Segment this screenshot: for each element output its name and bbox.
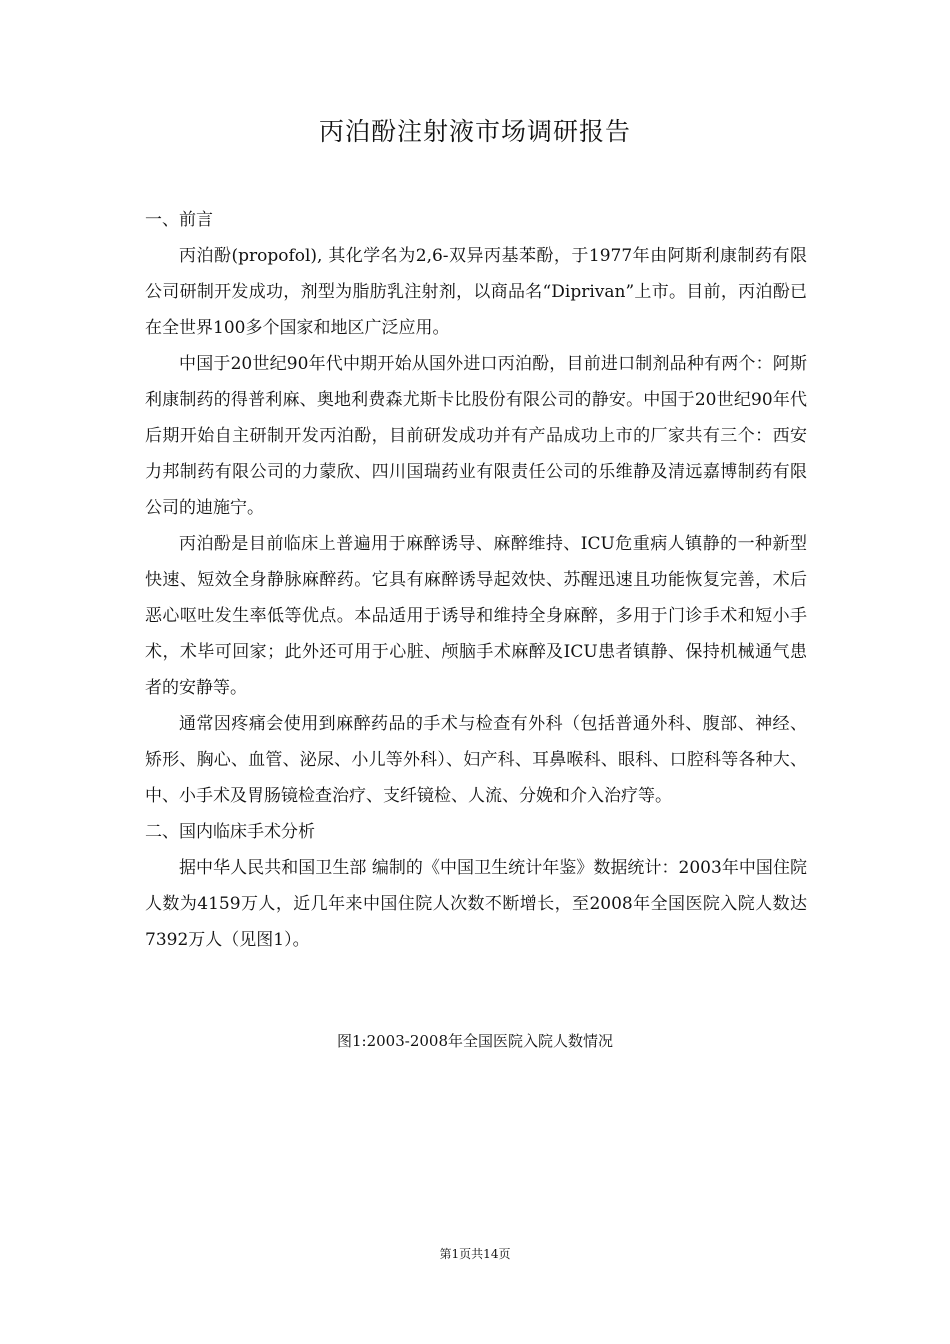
paragraph-china-import: 中国于20世纪90年代中期开始从国外进口丙泊酚，目前进口制剂品种有两个：阿斯利康制药的得普利麻、奥地利费森尤斯卡比股份有限公司的静安。中国于20世纪90年代后期开始自主研制开发丙泊酚，目前研发成功并有产品成功上市的厂家共有三个：西安力邦制药有限公司的力蒙欣、四川国瑞药业有限责任公司的乐维静及清远嘉博制药有限公司的迪施宁。 <box>145 354 807 518</box>
figure-caption: 图1:2003-2008年全国医院入院人数情况 <box>336 1032 613 1050</box>
section-heading-surgery-analysis: 二、国内临床手术分析 <box>145 822 315 842</box>
paragraph-surgery-types: 通常因疼痛会使用到麻醉药品的手术与检查有外科（包括普通外科、腹部、神经、矫形、胸心、血管、泌尿、小儿等外科）、妇产科、耳鼻喉科、眼科、口腔科等各种大、中、小手术及胃肠镜检查治疗、支纤镜检、人流、分娩和介入治疗等。 <box>145 714 807 806</box>
section-heading-preface: 一、前言 <box>145 210 213 230</box>
paragraph-statistics: 据中华人民共和国卫生部 编制的《中国卫生统计年鉴》数据统计：2003年中国住院人数为4159万人，近几年来中国住院人次数不断增长，至2008年全国医院入院人数达7392万人（见图1）。 <box>145 858 807 950</box>
paragraph-clinical-use: 丙泊酚是目前临床上普遍用于麻醉诱导、麻醉维持、ICU危重病人镇静的一种新型快速、短效全身静脉麻醉药。它具有麻醉诱导起效快、苏醒迅速且功能恢复完善，术后恶心呕吐发生率低等优点。本品适用于诱导和维持全身麻醉，多用于门诊手术和短小手术，术毕可回家；此外还可用于心脏、颅脑手术麻醉及ICU患者镇静、保持机械通气患者的安静等。 <box>145 534 807 698</box>
paragraph-intro-propofol: 丙泊酚(propofol), 其化学名为2,6-双异丙基苯酚，于1977年由阿斯利康制药有限公司研制开发成功，剂型为脂肪乳注射剂，以商品名“Diprivan”上市。目前，丙泊酚已在全世界100多个国家和地区广泛应用。 <box>145 246 807 338</box>
document-body <box>145 202 807 958</box>
document-title: 丙泊酚注射液市场调研报告 <box>318 117 631 146</box>
page-footer: 第1页共14页 <box>439 1247 511 1261</box>
